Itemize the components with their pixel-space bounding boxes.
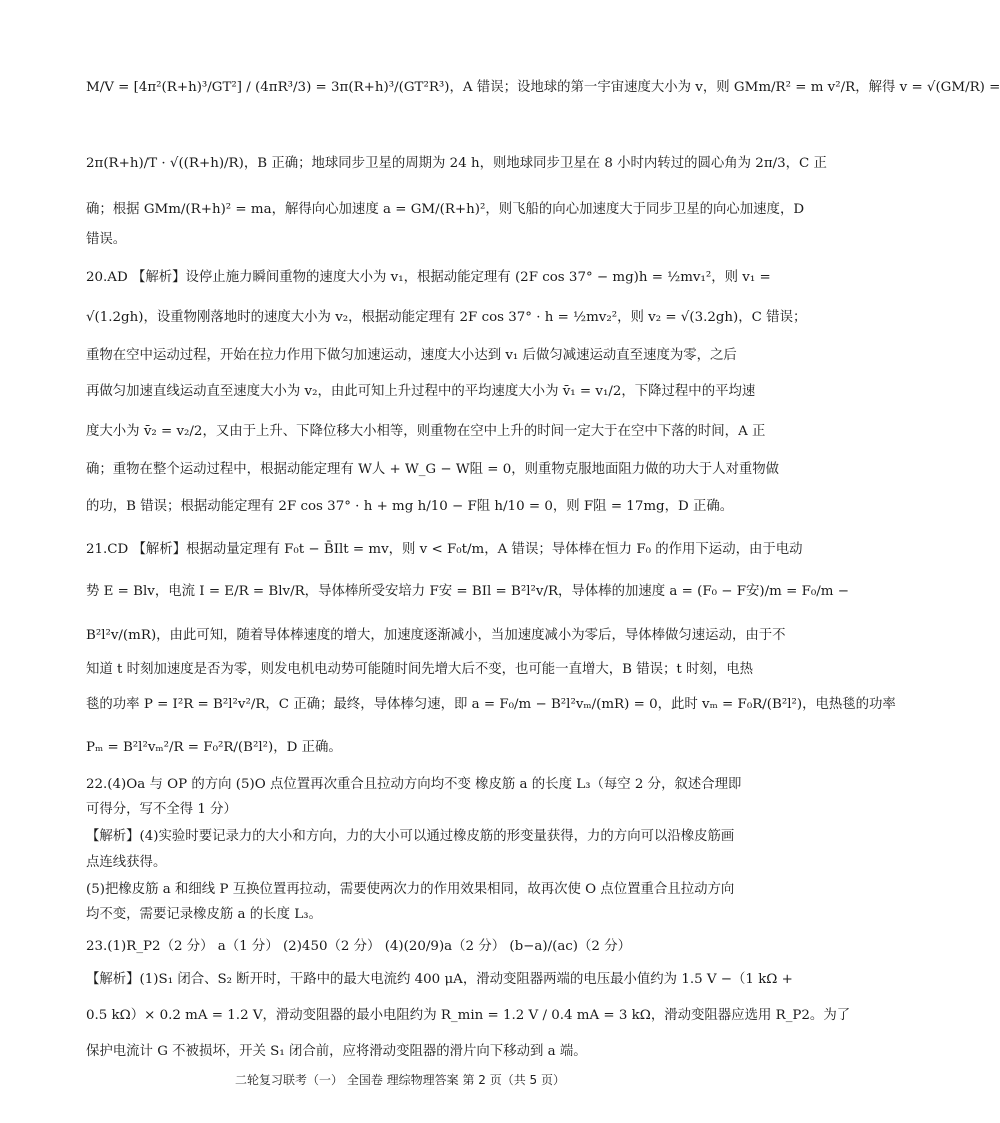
analysis-23: 【解析】(1)S₁ 闭合、S₂ 断开时，干路中的最大电流约 400 μA，滑动变阻器两端的电压最小值约为 1.5 V −（1 kΩ + xyxy=(86,972,793,987)
answer-22: 22.(4)Oa 与 OP 的方向 (5)O 点位置再次重合且拉动方向均不变 橡皮筋 a 的长度 L₃（每空 2 分，叙述合理即 xyxy=(86,777,742,792)
text-line: 重物在空中运动过程，开始在拉力作用下做匀加速运动，速度大小达到 v₁ 后做匀减速运动直至速度为零，之后 xyxy=(86,348,737,363)
answer-23: 23.(1)R_P2（2 分） a（1 分） (2)450（2 分） (4)(20/9)a（2 分） (b−a)/(ac)（2 分） xyxy=(86,939,631,954)
text-line: M/V = [4π²(R+h)³/GT²] / (4πR³/3) = 3π(R+h)³/(GT²R³)，A 错误；设地球的第一宇宙速度大小为 v，则 GMm/R² = m v²/R，解得 v = √(GM/R) = xyxy=(86,80,1000,95)
page-footer: 二轮复习联考（一） 全国卷 理综物理答案 第 2 页（共 5 页） xyxy=(235,1073,565,1087)
text-line: √(1.2gh)，设重物刚落地时的速度大小为 v₂，根据动能定理有 2F cos 37° · h = ½mv₂²，则 v₂ = √(3.2gh)，C 错误； xyxy=(86,310,807,325)
text-line: 知道 t 时刻加速度是否为零，则发电机电动势可能随时间先增大后不变，也可能一直增大，B 错误；t 时刻，电热 xyxy=(86,662,753,677)
text-line: 势 E = Blv，电流 I = E/R = Blv/R，导体棒所受安培力 F安 = BIl = B²l²v/R，导体棒的加速度 a = (F₀ − F安)/m = F₀/m − xyxy=(86,584,849,599)
answer-21: 21.CD 【解析】根据动量定理有 F₀t − B̄Ilt = mv，则 v < F₀t/m，A 错误；导体棒在恒力 F₀ 的作用下运动，由于电动 xyxy=(86,542,803,557)
text-line: Pₘ = B²l²vₘ²/R = F₀²R/(B²l²)，D 正确。 xyxy=(86,740,342,755)
text-line: B²l²v/(mR)，由此可知，随着导体棒速度的增大，加速度逐渐减小，当加速度减小为零后，导体棒做匀速运动，由于不 xyxy=(86,628,786,643)
text-line: 确；根据 GMm/(R+h)² = ma，解得向心加速度 a = GM/(R+h)²，则飞船的向心加速度大于同步卫星的向心加速度，D xyxy=(86,202,805,217)
text-line: (5)把橡皮筋 a 和细线 P 互换位置再拉动，需要使两次力的作用效果相同，故再次使 O 点位置重合且拉动方向 xyxy=(86,882,735,897)
text-line: 确；重物在整个运动过程中，根据动能定理有 W人 + W_G − W阻 = 0，则重物克服地面阻力做的功大于人对重物做 xyxy=(86,462,780,477)
text-line: 度大小为 v̄₂ = v₂/2，又由于上升、下降位移大小相等，则重物在空中上升的时间一定大于在空中下落的时间，A 正 xyxy=(86,424,766,439)
text-line: 均不变，需要记录橡皮筋 a 的长度 L₃。 xyxy=(86,907,322,922)
text-line: 保护电流计 G 不被损坏，开关 S₁ 闭合前，应将滑动变阻器的滑片向下移动到 a 端。 xyxy=(86,1044,587,1059)
text-line: 2π(R+h)/T · √((R+h)/R)，B 正确；地球同步卫星的周期为 24 h，则地球同步卫星在 8 小时内转过的圆心角为 2π/3，C 正 xyxy=(86,156,827,171)
text-line: 0.5 kΩ）× 0.2 mA = 1.2 V，滑动变阻器的最小电阻约为 R_min = 1.2 V / 0.4 mA = 3 kΩ，滑动变阻器应选用 R_P2。为了 xyxy=(86,1008,851,1023)
text-line: 错误。 xyxy=(86,232,127,247)
text-line: 再做匀加速直线运动直至速度大小为 v₂，由此可知上升过程中的平均速度大小为 v̄₁ = v₁/2，下降过程中的平均速 xyxy=(86,384,756,399)
analysis-22: 【解析】(4)实验时要记录力的大小和方向，力的大小可以通过橡皮筋的形变量获得，力的方向可以沿橡皮筋画 xyxy=(86,829,735,844)
text-line: 的功，B 错误；根据动能定理有 2F cos 37° · h + mg h/10 − F阻 h/10 = 0，则 F阻 = 17mg，D 正确。 xyxy=(86,499,734,514)
text-line: 毯的功率 P = I²R = B²l²v²/R，C 正确；最终，导体棒匀速，即 a = F₀/m − B²l²vₘ/(mR) = 0，此时 vₘ = F₀R/(B²l²)，电热毯的功率 xyxy=(86,697,896,712)
text-line: 可得分，写不全得 1 分） xyxy=(86,802,237,817)
answer-20: 20.AD 【解析】设停止施力瞬间重物的速度大小为 v₁，根据动能定理有 (2F cos 37° − mg)h = ½mv₁²，则 v₁ = xyxy=(86,270,771,285)
text-line: 点连线获得。 xyxy=(86,855,167,870)
